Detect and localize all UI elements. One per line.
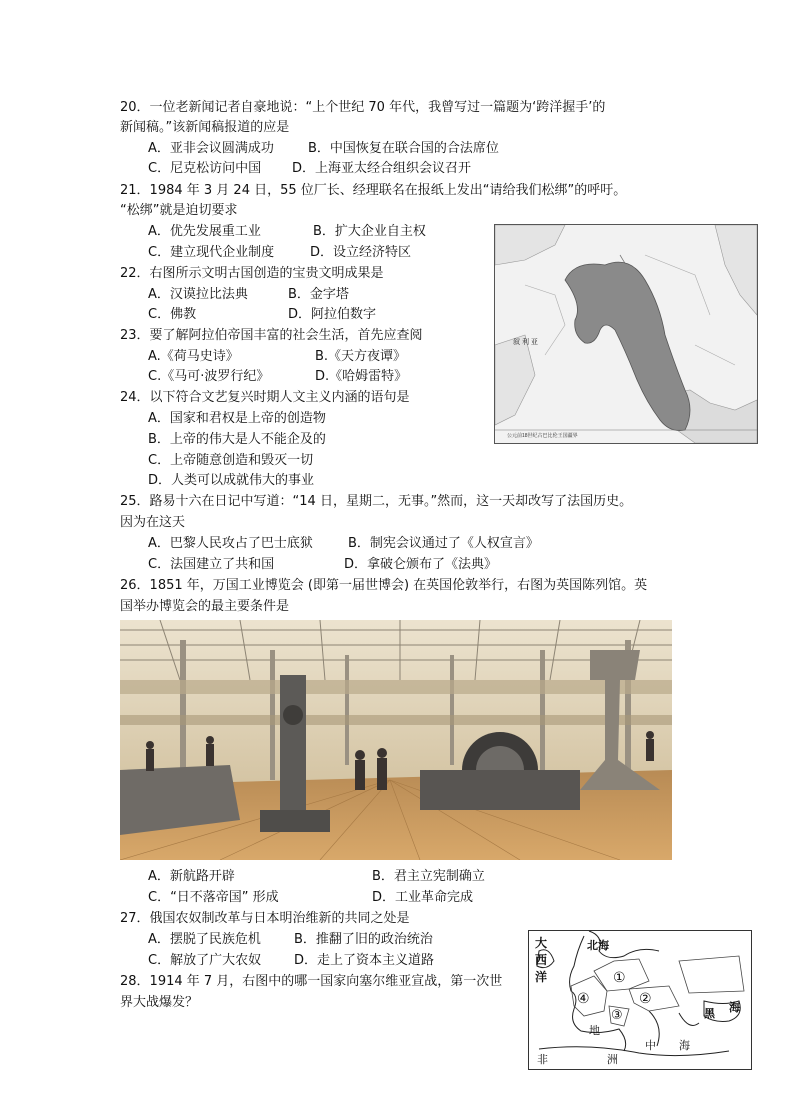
exhibition-hall-drawing: [120, 620, 672, 860]
africa-label-1: 非: [537, 1054, 548, 1066]
q27-stem: 27．俄国农奴制改革与日本明治维新的共同之处是: [120, 911, 410, 926]
q24-stem: 24．以下符合文艺复兴时期人文主义内涵的语句是: [120, 390, 410, 405]
q28-stem-line1: 28．1914 年 7 月，右图中的哪一国家向塞尔维亚宣战，第一次世: [120, 974, 503, 989]
q25-option-d[interactable]: D．拿破仑颁布了《法典》: [344, 557, 498, 572]
q23-option-d[interactable]: D.《哈姆雷特》: [315, 369, 408, 384]
country-2-label: ②: [639, 991, 652, 1007]
q27-option-d[interactable]: D．走上了资本主义道路: [294, 953, 435, 968]
mediterranean-label-1: 地: [589, 1025, 600, 1037]
q21-stem-line1: 21．1984 年 3 月 24 日，55 位厂长、经理联名在报纸上发出“请给我们松绑”的呼吁。: [120, 183, 627, 198]
q24-option-a[interactable]: A．国家和君权是上帝的创造物: [148, 411, 326, 426]
central-machine-column: [280, 675, 306, 825]
q25-stem-line2: 因为在这天: [120, 515, 186, 530]
map-caption: 公元前18世纪古巴比伦王国疆界: [507, 433, 578, 439]
q20-option-c[interactable]: C．尼克松访问中国: [148, 161, 262, 176]
q27-option-c[interactable]: C．解放了广大农奴: [148, 953, 262, 968]
country-3-label: ③: [611, 1008, 623, 1023]
black-sea-label-1: 黑: [704, 1008, 715, 1020]
q26-stem-line1: 26．1851 年，万国工业博览会 (即第一届世博会) 在英国伦敦举行，右图为英国陈列馆。英: [120, 578, 648, 593]
q23-option-c[interactable]: C.《马可·波罗行纪》: [148, 369, 270, 384]
syria-label: 叙 利 亚: [513, 339, 538, 346]
q25-option-a[interactable]: A．巴黎人民攻占了巴士底狱: [148, 536, 313, 551]
europe-map: [528, 930, 752, 1070]
q22-option-c[interactable]: C．佛教: [148, 307, 197, 322]
q26-option-c[interactable]: C．“日不落帝国” 形成: [148, 890, 279, 905]
mediterranean-label-2: 中: [645, 1040, 656, 1052]
q26-stem-line2: 国举办博览会的最主要条件是: [120, 599, 290, 614]
country-4-label: ④: [577, 991, 590, 1007]
babylon-map: [494, 224, 758, 444]
q26-option-d[interactable]: D．工业革命完成: [372, 890, 474, 905]
q24-option-d[interactable]: D．人类可以成就伟大的事业: [148, 473, 315, 488]
country-1-label: ①: [613, 970, 626, 986]
q26-option-a[interactable]: A．新航路开辟: [148, 869, 235, 884]
q21-option-a[interactable]: A．优先发展重工业: [148, 224, 261, 239]
q22-option-b[interactable]: B．金字塔: [288, 287, 349, 302]
q23-option-a[interactable]: A.《荷马史诗》: [148, 349, 239, 364]
q20-option-a[interactable]: A．亚非会议圆满成功: [148, 141, 274, 156]
q20-stem-line1: 20．一位老新闻记者自豪地说：“上个世纪 70 年代，我曾写过一篇题为‘跨洋握手’的: [120, 100, 606, 115]
atlantic-label-2: 西: [535, 953, 548, 967]
q26-option-b[interactable]: B．君主立宪制确立: [372, 869, 485, 884]
q21-option-d[interactable]: D．设立经济特区: [310, 245, 412, 260]
q21-option-c[interactable]: C．建立现代企业制度: [148, 245, 275, 260]
q27-option-b[interactable]: B．推翻了旧的政治统治: [294, 932, 433, 947]
q27-option-a[interactable]: A．摆脱了民族危机: [148, 932, 261, 947]
black-sea-label-2: 海: [729, 1002, 740, 1014]
north-sea-label: 北海: [587, 940, 609, 952]
q24-option-c[interactable]: C．上帝随意创造和毁灭一切: [148, 453, 314, 468]
country-borders: [571, 956, 744, 1026]
q21-stem-line2: “松绑”就是迫切要求: [120, 203, 238, 218]
atlantic-label-3: 洋: [535, 970, 548, 984]
q25-option-b[interactable]: B．制宪会议通过了《人权宣言》: [348, 536, 539, 551]
q22-stem: 22．右图所示文明古国创造的宝贵文明成果是: [120, 266, 384, 281]
europe-map-drawing: [529, 931, 751, 1069]
q23-option-b[interactable]: B.《天方夜谭》: [315, 349, 407, 364]
atlantic-label-1: 大: [535, 936, 548, 950]
q28-stem-line2: 界大战爆发？: [120, 995, 199, 1010]
q25-stem-line1: 25．路易十六在日记中写道：“14 日，星期二，无事。”然而，这一天却改写了法国历史。: [120, 494, 633, 509]
right-machine-bed: [420, 770, 580, 810]
q25-option-c[interactable]: C．法国建立了共和国: [148, 557, 275, 572]
q22-option-a[interactable]: A．汉谟拉比法典: [148, 287, 248, 302]
q24-option-b[interactable]: B．上帝的伟大是人不能企及的: [148, 432, 326, 447]
q23-stem: 23．要了解阿拉伯帝国丰富的社会生活，首先应查阅: [120, 328, 423, 343]
q20-option-b[interactable]: B．中国恢复在联合国的合法席位: [308, 141, 499, 156]
africa-label-2: 洲: [607, 1054, 618, 1066]
babylon-map-drawing: [495, 225, 757, 443]
q20-option-d[interactable]: D．上海亚太经合组织会议召开: [292, 161, 472, 176]
q21-option-b[interactable]: B．扩大企业自主权: [313, 224, 426, 239]
exhibition-hall-illustration: [120, 620, 672, 860]
mediterranean-label-3: 海: [679, 1040, 690, 1052]
q22-option-d[interactable]: D．阿拉伯数字: [288, 307, 377, 322]
q20-stem-line2: 新闻稿。”该新闻稿报道的应是: [120, 120, 290, 135]
